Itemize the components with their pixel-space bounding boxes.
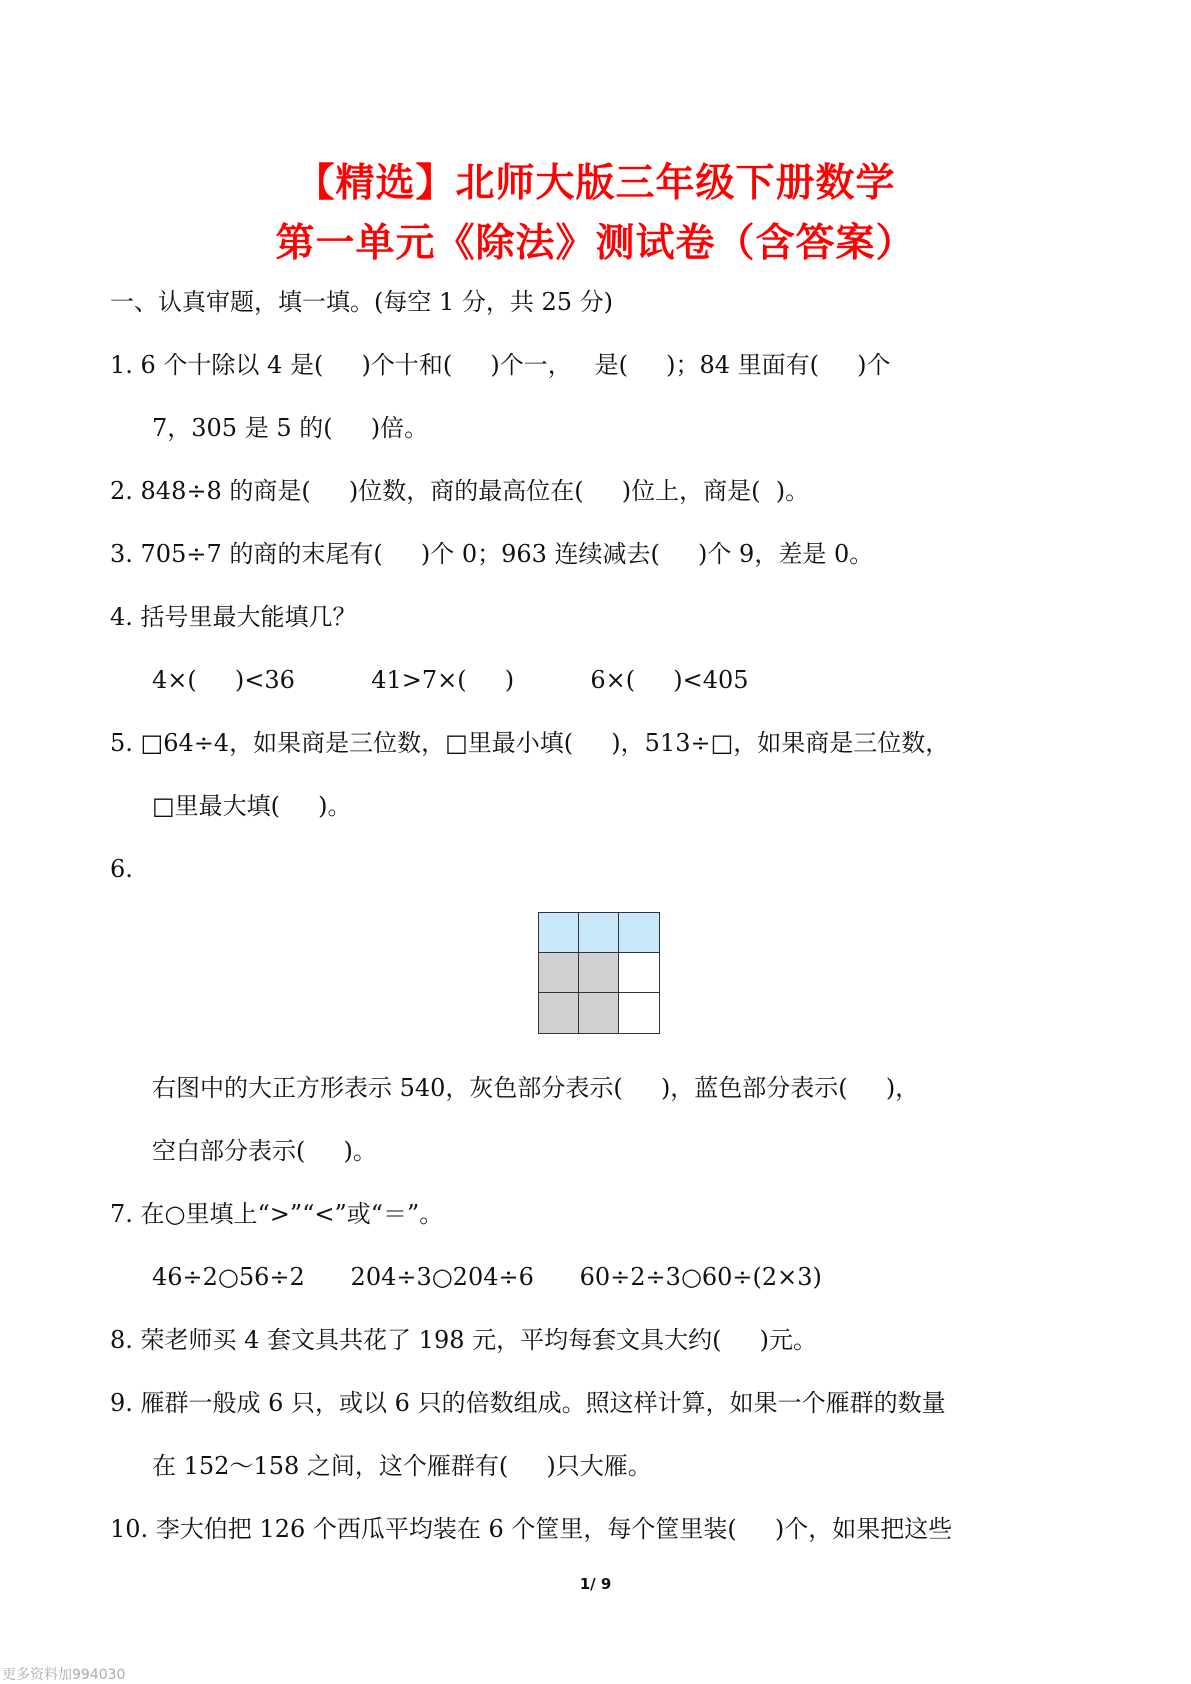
question-9-line-2: 在 152～158 之间，这个雁群有( )只大雁。 [152, 1452, 652, 1480]
question-5-line-2: □里最大填( )。 [152, 792, 352, 820]
question-6-line-2: 右图中的大正方形表示 540，灰色部分表示( )，蓝色部分表示( )， [152, 1074, 920, 1102]
question-1-line-1: 1. 6 个十除以 4 是( )个十和( )个一， 是( )；84 里面有( )个 [110, 351, 891, 379]
title-line-2: 第一单元《除法》测试卷（含答案） [275, 221, 916, 266]
title-line-1: 【精选】北师大版三年级下册数学 [295, 161, 896, 206]
question-8: 8. 荣老师买 4 套文具共花了 198 元，平均每套文具大约( )元。 [110, 1326, 817, 1354]
section-heading: 一、认真审题，填一填。(每空 1 分，共 25 分) [110, 288, 614, 316]
grid-cell-white [618, 992, 660, 1034]
grid-cell-gray [578, 992, 620, 1034]
question-1-line-2: 7，305 是 5 的( )倍。 [152, 414, 429, 442]
grid-cell-blue [578, 912, 620, 954]
grid-cell-gray [578, 952, 620, 994]
question-6-number: 6. [110, 855, 133, 883]
question-3: 3. 705÷7 的商的末尾有( )个 0；963 连续减去( )个 9，差是 0。 [110, 540, 874, 568]
question-4-line-2: 4×( )<36 41>7×( ) 6×( )<405 [152, 666, 749, 694]
grid-cell-gray [538, 952, 580, 994]
watermark: 更多资料加994030 [2, 1667, 126, 1683]
grid-cell-blue [618, 912, 660, 954]
fraction-grid-figure [538, 912, 658, 1032]
question-6-line-3: 空白部分表示( )。 [152, 1137, 377, 1165]
question-10-line-1: 10. 李大伯把 126 个西瓜平均装在 6 个筐里，每个筐里装( )个，如果把这些 [110, 1515, 953, 1543]
question-9-line-1: 9. 雁群一般成 6 只，或以 6 只的倍数组成。照这样计算，如果一个雁群的数量 [110, 1389, 946, 1417]
question-7-line-2: 46÷2○56÷2 204÷3○204÷6 60÷2÷3○60÷(2×3) [152, 1263, 822, 1291]
page-number: 1/ 9 [579, 1575, 612, 1593]
question-4-line-1: 4. 括号里最大能填几？ [110, 603, 357, 631]
question-7-line-1: 7. 在○里填上“>”“<”或“＝”。 [110, 1200, 444, 1228]
grid-cell-blue [538, 912, 580, 954]
grid-cell-gray [538, 992, 580, 1034]
question-2: 2. 848÷8 的商是( )位数，商的最高位在( )位上，商是( )。 [110, 477, 810, 505]
grid-cell-white [618, 952, 660, 994]
question-5-line-1: 5. □64÷4，如果商是三位数，□里最小填( )，513÷□，如果商是三位数， [110, 729, 950, 757]
